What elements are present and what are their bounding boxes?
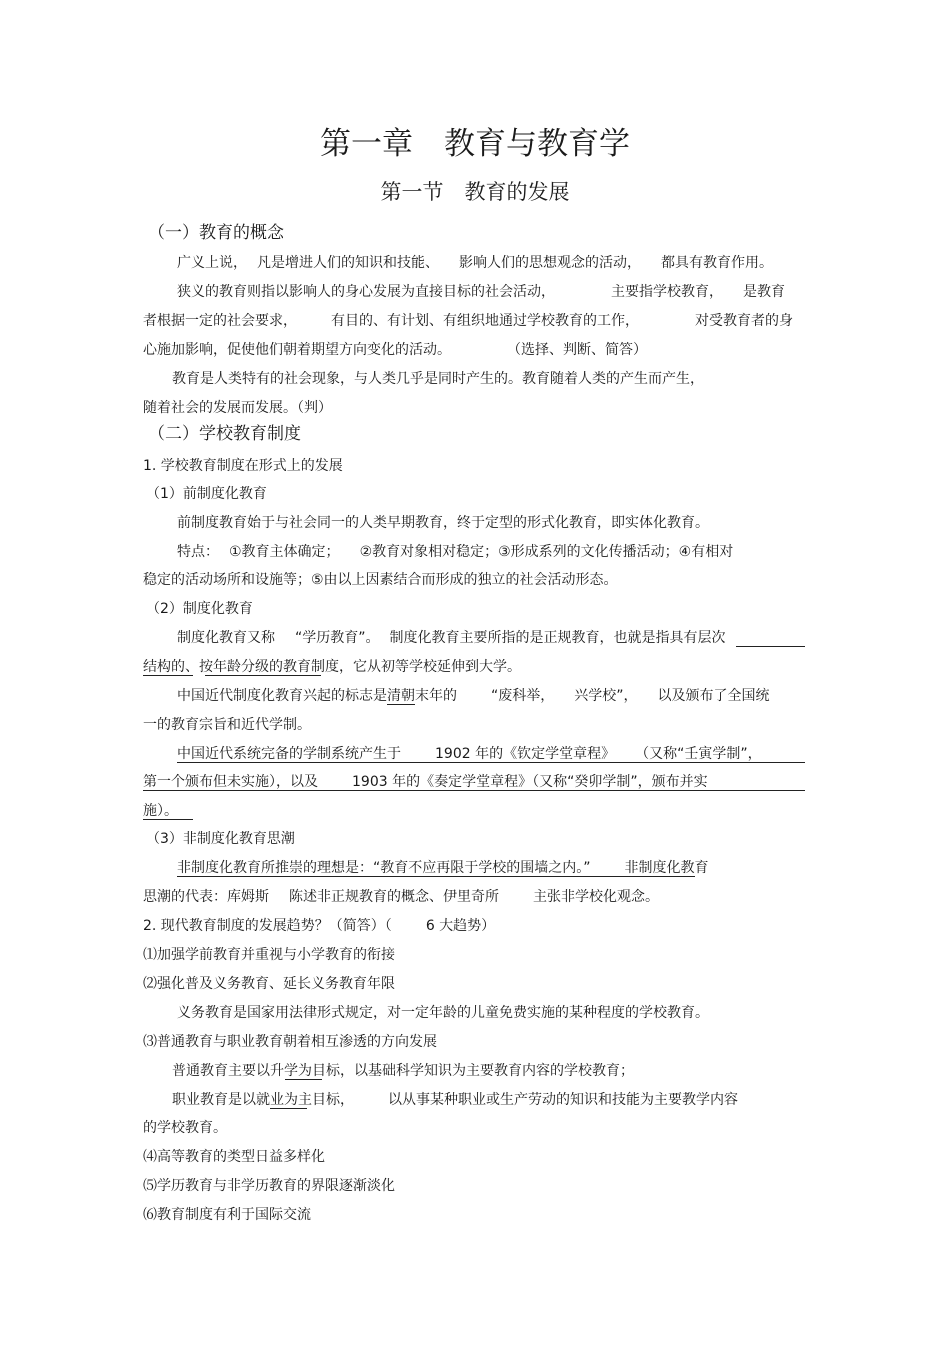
paragraph-social-phenomenon-line2: 随着社会的发展而发展。（判）: [143, 400, 332, 416]
paragraph-late-qing-line2: 一的教育宗旨和近代学制。: [143, 717, 311, 733]
underline-mark: [177, 876, 695, 877]
paragraph-vocational-line1: 职业教育是以就业为主目标， 以从事某种职业或生产劳动的知识和技能为主要教学内容: [172, 1092, 738, 1108]
heading-concept: （一）教育的概念: [148, 223, 284, 243]
paragraph-institutional-line2: 结构的、按年龄分级的教育制度，它从初等学校延伸到大学。: [143, 659, 521, 675]
section-title: 第一节 教育的发展: [380, 180, 570, 204]
underline-mark: [143, 819, 193, 820]
underline-mark: [177, 762, 805, 763]
paragraph-non-institutional-line2: 思潮的代表：库姆斯 陈述非正规教育的概念、伊里奇所 主张非学校化观念。: [143, 889, 659, 905]
underline-mark: [143, 675, 193, 676]
paragraph-narrow-definition-line3: 心施加影响，促使他们朝着期望方向变化的活动。 （选择、判断、简答）: [143, 342, 647, 358]
item-modern-trends: 2. 现代教育制度的发展趋势？（简答）（ 6 大趋势）: [143, 918, 496, 934]
paragraph-vocational-line2: 的学校教育。: [143, 1120, 227, 1136]
paragraph-school-system-line3: 施）。: [143, 803, 178, 819]
trend-higher-education: ⑷高等教育的类型日益多样化: [143, 1149, 325, 1165]
heading-school-system: （二）学校教育制度: [148, 424, 301, 444]
trend-compulsory: ⑵强化普及义务教育、延长义务教育年限: [143, 976, 395, 992]
paragraph-narrow-definition-line2: 者根据一定的社会要求， 有目的、有计划、有组织地通过学校教育的工作， 对受教育者的身: [143, 313, 793, 329]
trend-preschool: ⑴加强学前教育并重视与小学教育的衔接: [143, 947, 395, 963]
paragraph-broad-definition: 广义上说， 凡是增进人们的知识和技能、 影响人们的思想观念的活动， 都具有教育作用。: [177, 255, 773, 271]
subheading-non-institutional: （3）非制度化教育思潮: [146, 831, 295, 847]
underline-mark: [143, 790, 805, 791]
subheading-institutional: （2）制度化教育: [146, 601, 253, 617]
paragraph-social-phenomenon-line1: 教育是人类特有的社会现象，与人类几乎是同时产生的。教育随着人类的产生而产生，: [172, 371, 704, 387]
trend-academic-boundary: ⑸学历教育与非学历教育的界限逐渐淡化: [143, 1178, 395, 1194]
trend-international: ⑹教育制度有利于国际交流: [143, 1207, 311, 1223]
underline-mark: [285, 1079, 322, 1080]
subheading-pre-institutional: （1）前制度化教育: [146, 486, 267, 502]
underline-mark: [736, 646, 805, 647]
paragraph-school-system-line2: 第一个颁布但未实施），以及 1903 年的《奏定学堂章程》（又称“癸卯学制”，颁布并实: [143, 774, 708, 790]
item-formal-development: 1. 学校教育制度在形式上的发展: [143, 458, 343, 474]
paragraph-compulsory-definition: 义务教育是国家用法律形式规定，对一定年龄的儿童免费实施的某种程度的学校教育。: [177, 1005, 709, 1021]
paragraph-features-line2: 稳定的活动场所和设施等；⑤由以上因素结合而形成的独立的社会活动形态。: [143, 572, 618, 588]
paragraph-general-education: 普通教育主要以升学为目标，以基础科学知识为主要教育内容的学校教育；: [172, 1063, 634, 1079]
chapter-title: 第一章 教育与教育学: [320, 126, 630, 162]
paragraph-narrow-definition-line1: 狭义的教育则指以影响人的身心发展为直接目标的社会活动， 主要指学校教育， 是教育: [177, 284, 785, 300]
underline-mark: [387, 704, 415, 705]
trend-general-vocational: ⑶普通教育与职业教育朝着相互渗透的方向发展: [143, 1034, 437, 1050]
paragraph-features-line1: 特点： ①教育主体确定； ②教育对象相对稳定；③形成系列的文化传播活动；④有相对: [177, 544, 734, 560]
paragraph-institutional-line1: 制度化教育又称 “学历教育”。 制度化教育主要所指的是正规教育，也就是指具有层次: [177, 630, 726, 646]
paragraph-non-institutional-line1: 非制度化教育所推崇的理想是：“教育不应再限于学校的围墙之内。” 非制度化教育: [177, 860, 709, 876]
paragraph-late-qing-line1: 中国近代制度化教育兴起的标志是清朝末年的 “废科举， 兴学校”， 以及颁布了全国统: [177, 688, 770, 704]
underline-mark: [205, 675, 321, 676]
paragraph-school-system-line1: 中国近代系统完备的学制系统产生于 1902 年的《钦定学堂章程》 （又称“壬寅学制”，: [177, 746, 762, 762]
paragraph-pre-institutional: 前制度教育始于与社会同一的人类早期教育，终于定型的形式化教育，即实体化教育。: [177, 515, 709, 531]
underline-mark: [270, 1108, 307, 1109]
